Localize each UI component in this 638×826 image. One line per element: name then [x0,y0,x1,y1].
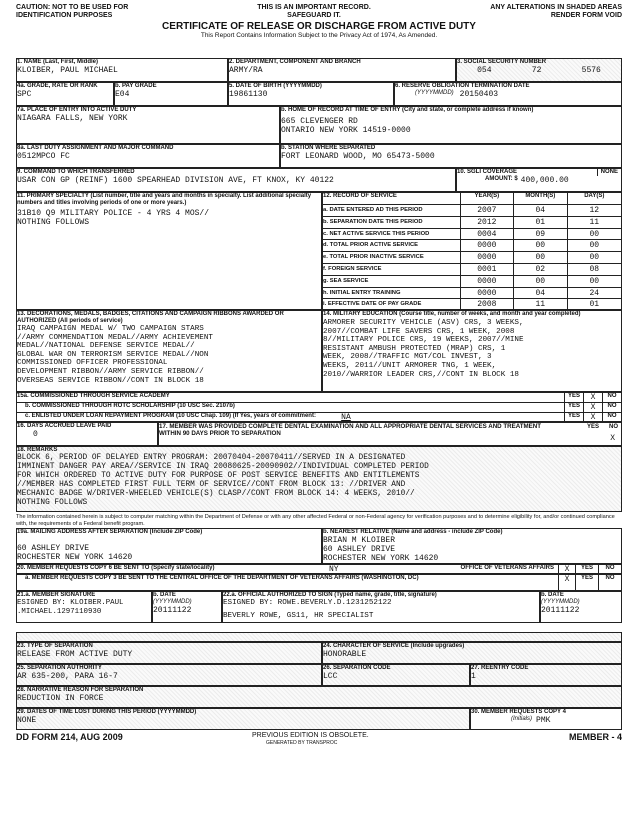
initials-value: PMK [536,716,551,725]
field-6-reserve [394,82,622,106]
field-7b-home [280,106,622,144]
service-row-label: b. SEPARATION DATE THIS PERIOD [323,218,423,225]
footer-obsolete: PREVIOUS EDITION IS OBSOLETE. [252,732,369,739]
field-21a-label: 21.a. MEMBER SIGNATURE [17,592,96,598]
member-date-value: 20111122 [153,606,192,615]
field-30-copy4 [470,708,622,730]
field-25-label: 25. SEPARATION AUTHORITY [17,665,102,671]
sgli-amount-label: AMOUNT: $ [485,176,518,182]
field-11-label: 11. PRIMARY SPECIALTY (List number, title and years and months in specialty. List additional specialty numbers and titles involving periods of one or more years.) [17,193,312,206]
no-label: NO [602,393,621,402]
service-row-years: 2008 [460,299,513,310]
field-25-authority [16,664,322,686]
field-20a-label: a. MEMBER REQUESTS COPY 3 BE SENT TO THE CENTRAL OFFICE OF THE DEPARTMENT OF VETERANS AFFAIRS (WASHINGTON, DC) [25,575,419,581]
col-years: YEAR(S) [460,193,513,204]
sgli-none-label: NONE [597,169,621,176]
field-15b-mark: X [583,403,602,412]
col-days: DAY(S) [567,193,621,204]
grade-value: SPC [17,90,32,99]
form-title: CERTIFICATE OF RELEASE OR DISCHARGE FROM ACTIVE DUTY [162,21,476,32]
service-row-years: 2007 [460,205,513,216]
specialty-value: 31B10 Q9 MILITARY POLICE - 4 YRS 4 MOS// NOTHING FOLLOWS [17,209,210,227]
field-15c-row [17,413,621,422]
field-13-decorations [16,310,322,392]
service-row-years: 0000 [460,252,513,263]
field-13-label: 13. DECORATIONS, MEDALS, BADGES, CITATIONS AND CAMPAIGN RIBBONS AWARDED OR AUTHORIZED (All periods of service) [17,311,284,324]
reentry-value: 1 [471,672,476,681]
field-29-label: 29. DATES OF TIME LOST DURING THIS PERIOD (YYYYMMDD) [17,709,197,715]
command-value: USAR CON GP (REINF) 1600 SPEARHEAD DIVISION AVE, FT KNOX, KY 40122 [17,176,334,185]
field-20-label: 20. MEMBER REQUESTS COPY 6 BE SENT TO (Specify state/locality) [17,565,215,571]
service-row-months: 04 [513,288,566,299]
field-22b-date [540,591,622,623]
service-row [323,252,621,264]
field-8a-last-duty [16,144,280,168]
ssn-value [457,66,621,75]
service-row [323,240,621,252]
official-name-value: BEVERLY ROWE, GS11, HR SPECIALIST [223,612,374,620]
form-subtitle: This Report Contains Information Subject to the Privacy Act of 1974, As Amended. [200,32,438,39]
no-label: NO [602,403,621,412]
field-10-label: 10. SGLI COVERAGE [457,169,518,175]
field-16-label: 16. DAYS ACCRUED LEAVE PAID [17,423,112,429]
field-15 [16,392,622,422]
field-23-label: 23. TYPE OF SEPARATION [17,643,93,649]
service-row [323,299,621,310]
field-19a-mailing [16,528,322,564]
service-row-label: c. NET ACTIVE SERVICE THIS PERIOD [323,230,430,237]
field-4b-label: b. PAY GRADE [115,83,157,89]
field-9-command [16,168,456,192]
field-2-department [228,58,456,82]
field-20a [16,574,622,591]
official-date-value: 20111122 [541,606,580,615]
sep-code-value: LCC [323,672,338,681]
special-info-header [16,632,622,642]
field-6-label: 6. RESERVE OBLIGATION TERMINATION DATE [395,83,530,89]
field-22b-label: b. DATE [541,592,564,598]
field-12-label: 12. RECORD OF SERVICE [323,193,397,199]
service-row-days: 08 [567,264,621,275]
field-19b-label: b. NEAREST RELATIVE (Name and address - include ZIP Code) [323,529,503,535]
education-value: ARMORER SECURITY VEHICLE (ASV) CRS, 3 WEEKS, 2007//COMBAT LIFE SAVERS CRS, 1 WEEK, 2008 8//MILITARY POLICE CRS, 19 WEEKS, 2007//MINE RESISTANT AMBUSH PROTECTED (MRAP) CRS, 1 WEEK, 2008//TRAFFIC MGT/COL INVEST, 3 WEEKS, 2011//UNIT ARMORER TNG, 1 WEEK, 2010//WARRIOR LEADER CRS,//CONT IN BLOCK 18 [323,319,524,379]
separation-type-value: RELEASE FROM ACTIVE DUTY [17,650,133,659]
field-11-specialty [16,192,322,310]
character-value: HONORABLE [323,650,367,659]
field-22b-sub: (YYYYMMDD) [541,599,580,605]
yes-label: YES [564,403,583,412]
service-row-months: 09 [513,229,566,240]
name-value: KLOIBER, PAUL MICHAEL [17,66,118,75]
field-14-education [322,310,622,392]
field-15c-mark: X [583,413,602,422]
service-row-months: 02 [513,264,566,275]
field-1-name [16,58,228,82]
field-21b-sub: (YYYYMMDD) [153,599,192,605]
pay-grade-value: E04 [115,90,130,99]
place-entry-value: NIAGARA FALLS, NEW YORK [17,114,128,123]
alterations-text: ANY ALTERATIONS IN SHADED AREAS RENDER FORM VOID [490,4,622,19]
ssn-part-3: 5576 [581,66,601,75]
service-row [323,217,621,229]
service-row [323,205,621,217]
service-row-label: f. FOREIGN SERVICE [323,265,382,272]
service-row-days: 11 [567,217,621,228]
last-duty-value: 0512MPCO FC [17,152,70,161]
service-row-years: 0004 [460,229,513,240]
field-22a-official [222,591,540,623]
col-months: MONTH(S) [513,193,566,204]
service-row-days: 00 [567,229,621,240]
field-12-record-service [322,192,622,310]
field-15a-label: 15a. COMMISSIONED THROUGH SERVICE ACADEMY [17,393,170,399]
service-row-years: 0000 [460,240,513,251]
field-21b-label: b. DATE [153,592,176,598]
field-7a-label: 7a. PLACE OF ENTRY INTO ACTIVE DUTY [17,107,137,113]
field-15a-row [17,393,621,403]
field-19a-label: 19a. MAILING ADDRESS AFTER SEPARATION (Include ZIP Code) [17,529,203,535]
reason-value: REDUCTION IN FORCE [17,694,104,703]
form-header [16,4,622,20]
field-4a-grade [16,82,114,106]
ssn-part-2: 72 [531,66,542,75]
field-15b-row [17,403,621,413]
mailing-address-value: 60 ASHLEY DRIVE ROCHESTER NEW YORK 14620 [17,544,133,562]
service-row-days: 00 [567,276,621,287]
field-20-office-label: OFFICE OF VETERANS AFFAIRS [460,565,554,571]
caution-text: CAUTION: NOT TO BE USED FOR IDENTIFICATION PURPOSES [16,4,129,19]
leave-value: 0 [33,430,38,439]
copy6-state-value: NY [329,565,339,574]
no-label: NO [598,575,621,590]
field-5-label: 5. DATE OF BIRTH (YYYYMMDD) [229,83,322,89]
service-row-years: 0000 [460,276,513,287]
field-18-remarks [16,446,622,512]
field-27-reentry [470,664,622,686]
field-21b-date [152,591,222,623]
footer-generated: GENERATED BY TRANSPROC [266,740,338,746]
field-20-mark: X [558,565,575,573]
department-value: ARMY/RA [229,66,263,75]
commitment-value: NA [341,413,351,422]
footer-form-id: DD FORM 214, AUG 2009 [16,732,123,742]
no-label: NO [598,565,621,573]
member-signature-value: ESIGNED BY: KLOIBER.PAUL .MICHAEL.1297110930 [17,599,124,616]
service-row-months: 04 [513,205,566,216]
field-9-label: 9. COMMAND TO WHICH TRANSFERRED [17,169,135,175]
field-24-label: 24. CHARACTER OF SERVICE (Include upgrades) [323,643,465,649]
field-17-dental [158,422,622,446]
yes-label: YES [564,413,583,422]
field-3-label: 3. SOCIAL SECURITY NUMBER [457,59,547,65]
dental-yes-label: YES [586,424,599,430]
service-row-years: 0000 [460,288,513,299]
service-row [323,264,621,276]
service-row-months: 01 [513,217,566,228]
yes-label: YES [564,393,583,402]
service-row-days: 01 [567,299,621,310]
remarks-value: BLOCK 6, PERIOD OF DELAYED ENTRY PROGRAM: 20070404-20070411//SERVED IN A DESIGNATED IMMINENT DANGER PAY AREA//SERVICE IN IRAQ 20080625-20090902//INDIVIDUAL COMPLETED PERIOD FOR WHICH ORDERED TO ACTIVE DUTY FOR PURPOSE OF POST SERVICE BENEFITS AND ENTITLEMENTS //MEMBER HAS COMPLETED FIRST FULL TERM OF SERVICE//CONT FROM BLOCK 13: //DRIVER AND MECHANIC BADGE W/DRIVER-WHEELED VEHICLE(S) CLASP//CONT FROM BLOCK 14: 4 WEEKS, 2010// NOTHING FOLLOWS [17,454,429,507]
field-6-sub: (YYYYMMDD) [415,90,454,96]
service-row-label: i. EFFECTIVE DATE OF PAY GRADE [323,301,422,308]
field-2-label: 2. DEPARTMENT, COMPONENT AND BRANCH [229,59,361,65]
field-27-label: 27. REENTRY CODE [471,665,529,671]
no-label: NO [602,413,621,422]
relative-value: BRIAN M KLOIBER 60 ASHLEY DRIVE ROCHESTER NEW YORK 14620 [323,536,439,563]
field-15c-label: c. ENLISTED UNDER LOAN REPAYMENT PROGRAM (10 USC Chap. 109) (If Yes, years of commitment: [25,413,316,419]
field-23-type [16,642,322,664]
field-26-label: 26. SEPARATION CODE [323,665,391,671]
service-row-days: 00 [567,252,621,263]
service-row-days: 00 [567,240,621,251]
decorations-value: IRAQ CAMPAIGN MEDAL W/ TWO CAMPAIGN STARS //ARMY COMMENDATION MEDAL//ARMY ACHIEVEMENT MEDAL//NATIONAL DEFENSE SERVICE MEDAL// GLOBAL WAR ON TERRORISM SERVICE MEDAL//NON COMMISSIONED OFFICER PROFESSIONAL DEVELOPMENT RIBBON//ARMY SERVICE RIBBON// OVERSEAS SERVICE RIBBON//CONT IN BLOCK 18 [17,325,213,385]
authority-value: AR 635-200, PARA 16-7 [17,672,118,681]
field-19b-relative [322,528,622,564]
ssn-part-1: 054 [477,66,492,75]
home-record-value: 665 CLEVENGER RD ONTARIO NEW YORK 14519-0000 [281,117,411,135]
field-8a-label: 8a. LAST DUTY ASSIGNMENT AND MAJOR COMMAND [17,145,174,151]
service-row-months: 00 [513,276,566,287]
service-row-label: a. DATE ENTERED AD THIS PERIOD [323,207,423,213]
service-row-years: 2012 [460,217,513,228]
field-30-label: 30. MEMBER REQUESTS COPY 4 [471,709,566,715]
service-row-days: 12 [567,205,621,216]
field-21a-signature [16,591,152,623]
field-4b-pay-grade [114,82,228,106]
field-20a-mark: X [558,575,575,590]
field-5-dob [228,82,394,106]
service-row-months: 11 [513,299,566,310]
dental-no-label: NO [609,424,618,430]
field-24-character [322,642,622,664]
official-signature-value: ESIGNED BY: ROWE.BEVERLY.D.1231252122 [223,599,392,607]
important-record-text: THIS IS AN IMPORTANT RECORD. SAFEGUARD IT. [257,4,371,19]
service-row [323,229,621,241]
field-15b-label: b. COMMISSIONED THROUGH ROTC SCHOLARSHIP (10 USC Sec. 2107b) [25,403,235,409]
service-row-label: d. TOTAL PRIOR ACTIVE SERVICE [323,242,419,249]
reserve-date-value: 20150403 [459,90,499,99]
service-row [323,288,621,300]
dd214-form [16,4,622,41]
sgli-amount-value: 400,000.00 [520,176,569,185]
field-30-sub: (Initials) [511,716,533,722]
field-4a-label: 4a. GRADE, RATE OR RANK [17,83,98,89]
service-row-label: e. TOTAL PRIOR INACTIVE SERVICE [323,254,424,261]
service-row-months: 00 [513,252,566,263]
yes-label: YES [575,565,598,573]
field-29-time-lost [16,708,470,730]
field-18-label: 18. REMARKS [17,447,58,453]
field-14-label: 14. MILITARY EDUCATION (Course title, number of weeks, and month and year completed) [323,311,581,317]
time-lost-value: NONE [17,716,37,725]
field-17-label: 17. MEMBER WAS PROVIDED COMPLETE DENTAL EXAMINATION AND ALL APPROPRIATE DENTAL SERVICES AND TREATMENT WITHIN 90 DAYS PRIOR TO SEPARATION [159,423,542,437]
dob-value: 19861130 [229,90,268,99]
field-8b-label: b. STATION WHERE SEPARATED [281,145,376,151]
field-7b-label: b. HOME OF RECORD AT TIME OF ENTRY (City and state, or complete address if known) [281,107,534,113]
field-1-label: 1. NAME (Last, First, Middle) [17,59,99,65]
field-7a-place-entry [16,106,280,144]
service-row-label: g. SEA SERVICE [323,277,369,284]
field-26-sep-code [322,664,470,686]
computer-matching-notice: The information contained herein is subject to computer matching within the Department of Defense or with any other affected Federal or non-Federal agency for verification purposes and to determine eligibility for, and/or continued compliance with, the requirements of a Federal benefit program. [16,514,615,527]
field-28-reason [16,686,622,708]
station-value: FORT LEONARD WOOD, MO 65473-5000 [281,152,435,161]
service-row [323,276,621,288]
service-rows [323,205,621,310]
field-10-sgli [456,168,622,192]
field-22a-label: 22.a. OFFICIAL AUTHORIZED TO SIGN (Typed name, grade, title, signature) [223,592,437,598]
service-row-days: 24 [567,288,621,299]
service-row-months: 00 [513,240,566,251]
service-row-years: 0001 [460,264,513,275]
footer-copy-number: MEMBER - 4 [568,732,622,742]
field-15a-mark: X [583,393,602,402]
service-row-label: h. INITIAL ENTRY TRAINING [323,289,401,296]
field-8b-station [280,144,622,168]
field-16-leave [16,422,158,446]
dental-mark: X [610,434,615,443]
field-3-ssn [456,58,622,82]
field-20 [16,564,622,574]
field-28-label: 28. NARRATIVE REASON FOR SEPARATION [17,687,144,693]
yes-label: YES [575,575,598,590]
